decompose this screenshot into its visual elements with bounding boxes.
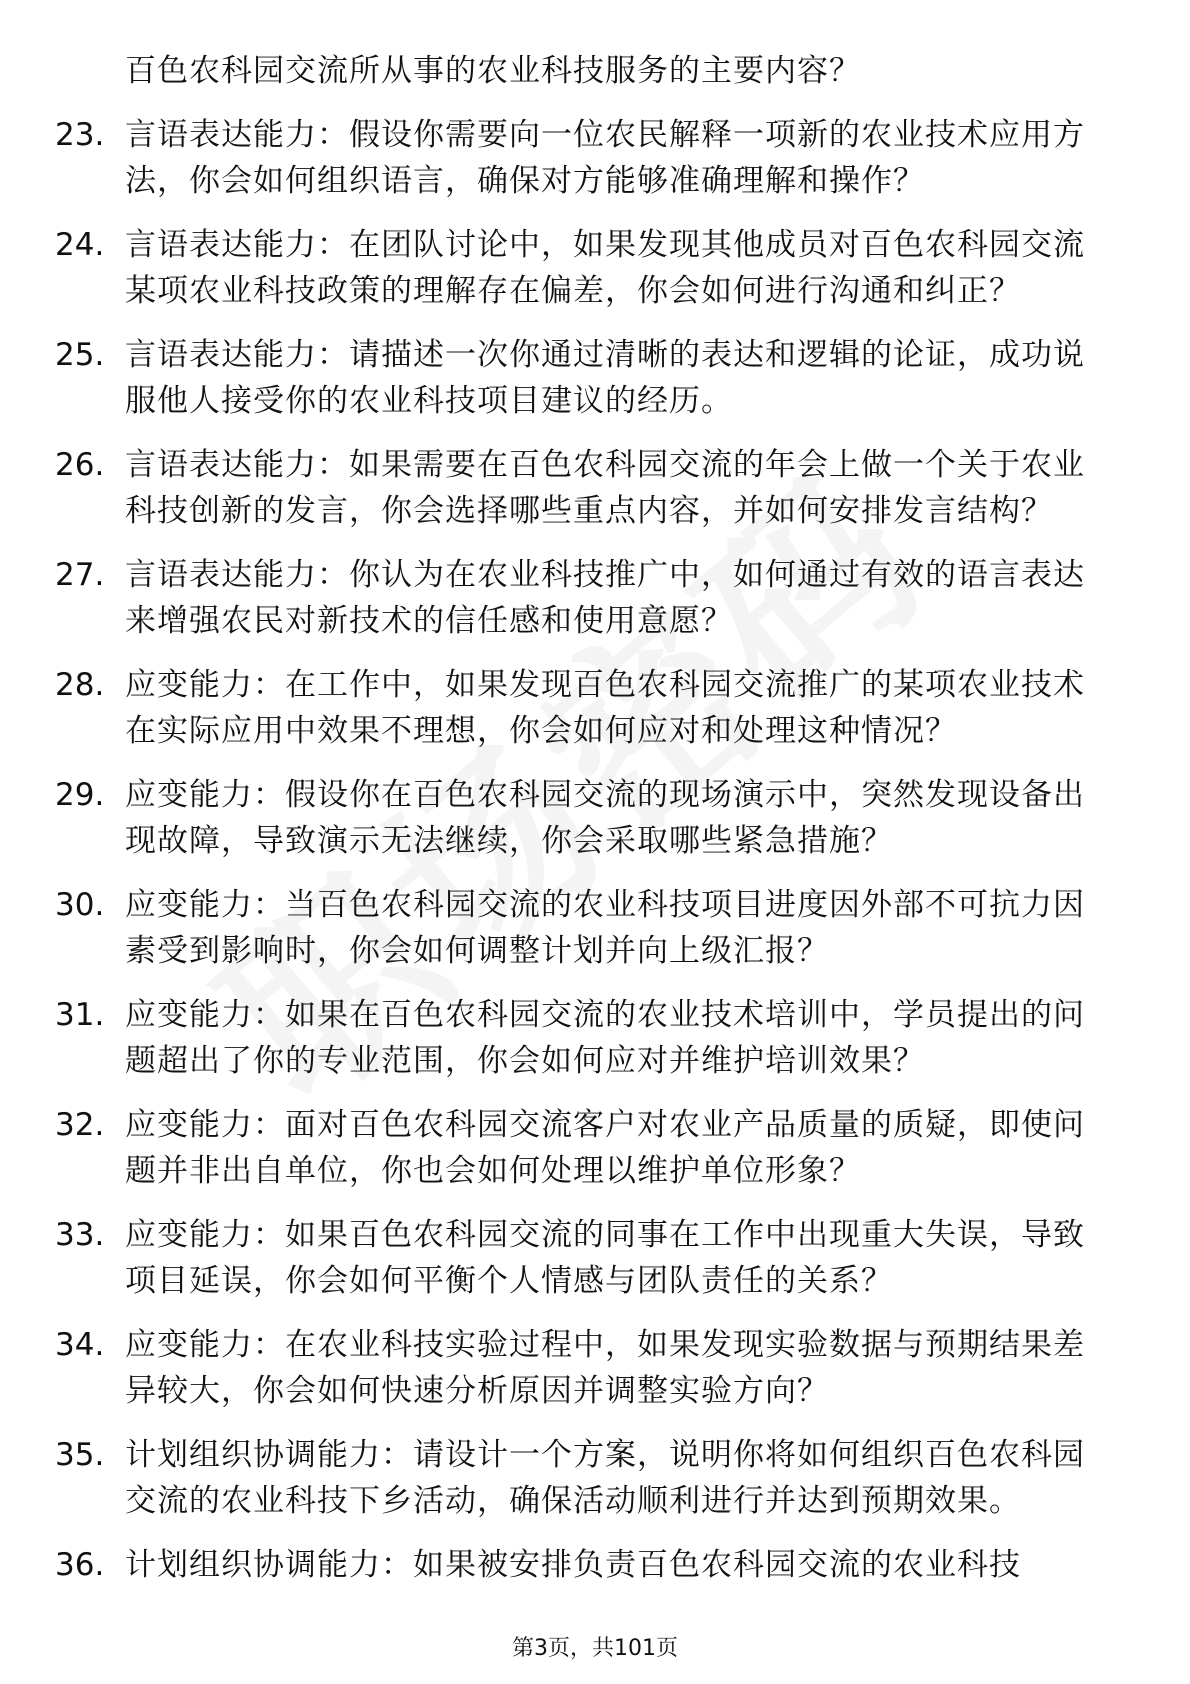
list-item — [0, 1542, 1190, 1588]
list-item — [0, 772, 1190, 864]
item-number: 27. — [55, 557, 105, 593]
list-item — [0, 1212, 1190, 1304]
item-text: 应变能力：在工作中，如果发现百色农科园交流推广的某项农业技术在实际应用中效果不理想，你会如何应对和处理这种情况？ — [125, 667, 1085, 749]
item-number: 34. — [55, 1327, 105, 1363]
item-text: 言语表达能力：假设你需要向一位农民解释一项新的农业技术应用方法，你会如何组织语言，确保对方能够准确理解和操作？ — [125, 117, 1085, 199]
item-number: 32. — [55, 1107, 105, 1143]
item-text: 言语表达能力：你认为在农业科技推广中，如何通过有效的语言表达来增强农民对新技术的信任感和使用意愿？ — [125, 557, 1085, 639]
item-number: 36. — [55, 1547, 105, 1583]
item-number: 26. — [55, 447, 105, 483]
list-item — [0, 1322, 1190, 1414]
list-item — [0, 662, 1190, 754]
item-number: 33. — [55, 1217, 105, 1253]
item-number: 31. — [55, 997, 105, 1033]
item-number: 29. — [55, 777, 105, 813]
document-body — [0, 48, 1190, 1588]
item-number: 30. — [55, 887, 105, 923]
list-item — [0, 552, 1190, 644]
list-item — [0, 882, 1190, 974]
item-text: 应变能力：面对百色农科园交流客户对农业产品质量的质疑，即使问题并非出自单位，你也会如何处理以维护单位形象？ — [125, 1107, 1085, 1189]
list-item — [0, 1432, 1190, 1524]
list-item — [0, 112, 1190, 204]
list-item — [0, 1102, 1190, 1194]
item-text: 应变能力：假设你在百色农科园交流的现场演示中，突然发现设备出现故障，导致演示无法继续，你会采取哪些紧急措施？ — [125, 777, 1085, 859]
item-number: 35. — [55, 1437, 105, 1473]
item-text: 应变能力：当百色农科园交流的农业科技项目进度因外部不可抗力因素受到影响时，你会如何调整计划并向上级汇报？ — [125, 887, 1085, 969]
intro-text: 百色农科园交流所从事的农业科技服务的主要内容？ — [125, 53, 861, 89]
list-item — [0, 442, 1190, 534]
item-text: 应变能力：如果在百色农科园交流的农业技术培训中，学员提出的问题超出了你的专业范围，你会如何应对并维护培训效果？ — [125, 997, 1085, 1079]
item-text: 应变能力：在农业科技实验过程中，如果发现实验数据与预期结果差异较大，你会如何快速分析原因并调整实验方向？ — [125, 1327, 1085, 1409]
item-number: 25. — [55, 337, 105, 373]
item-text: 计划组织协调能力：请设计一个方案，说明你将如何组织百色农科园交流的农业科技下乡活动，确保活动顺利进行并达到预期效果。 — [125, 1437, 1085, 1519]
list-item — [0, 992, 1190, 1084]
page-footer: 第3页，共101页 — [512, 1636, 678, 1661]
item-text: 言语表达能力：请描述一次你通过清晰的表达和逻辑的论证，成功说服他人接受你的农业科技项目建议的经历。 — [125, 337, 1085, 419]
item-text: 言语表达能力：如果需要在百色农科园交流的年会上做一个关于农业科技创新的发言，你会选择哪些重点内容，并如何安排发言结构？ — [125, 447, 1085, 529]
item-text: 应变能力：如果百色农科园交流的同事在工作中出现重大失误，导致项目延误，你会如何平衡个人情感与团队责任的关系？ — [125, 1217, 1085, 1299]
item-number: 24. — [55, 227, 105, 263]
item-number: 28. — [55, 667, 105, 703]
item-number: 23. — [55, 117, 105, 153]
list-item — [0, 222, 1190, 314]
item-text: 言语表达能力：在团队讨论中，如果发现其他成员对百色农科园交流某项农业科技政策的理解存在偏差，你会如何进行沟通和纠正？ — [125, 227, 1085, 309]
item-text: 计划组织协调能力：如果被安排负责百色农科园交流的农业科技 — [125, 1547, 1021, 1583]
list-item — [0, 332, 1190, 424]
